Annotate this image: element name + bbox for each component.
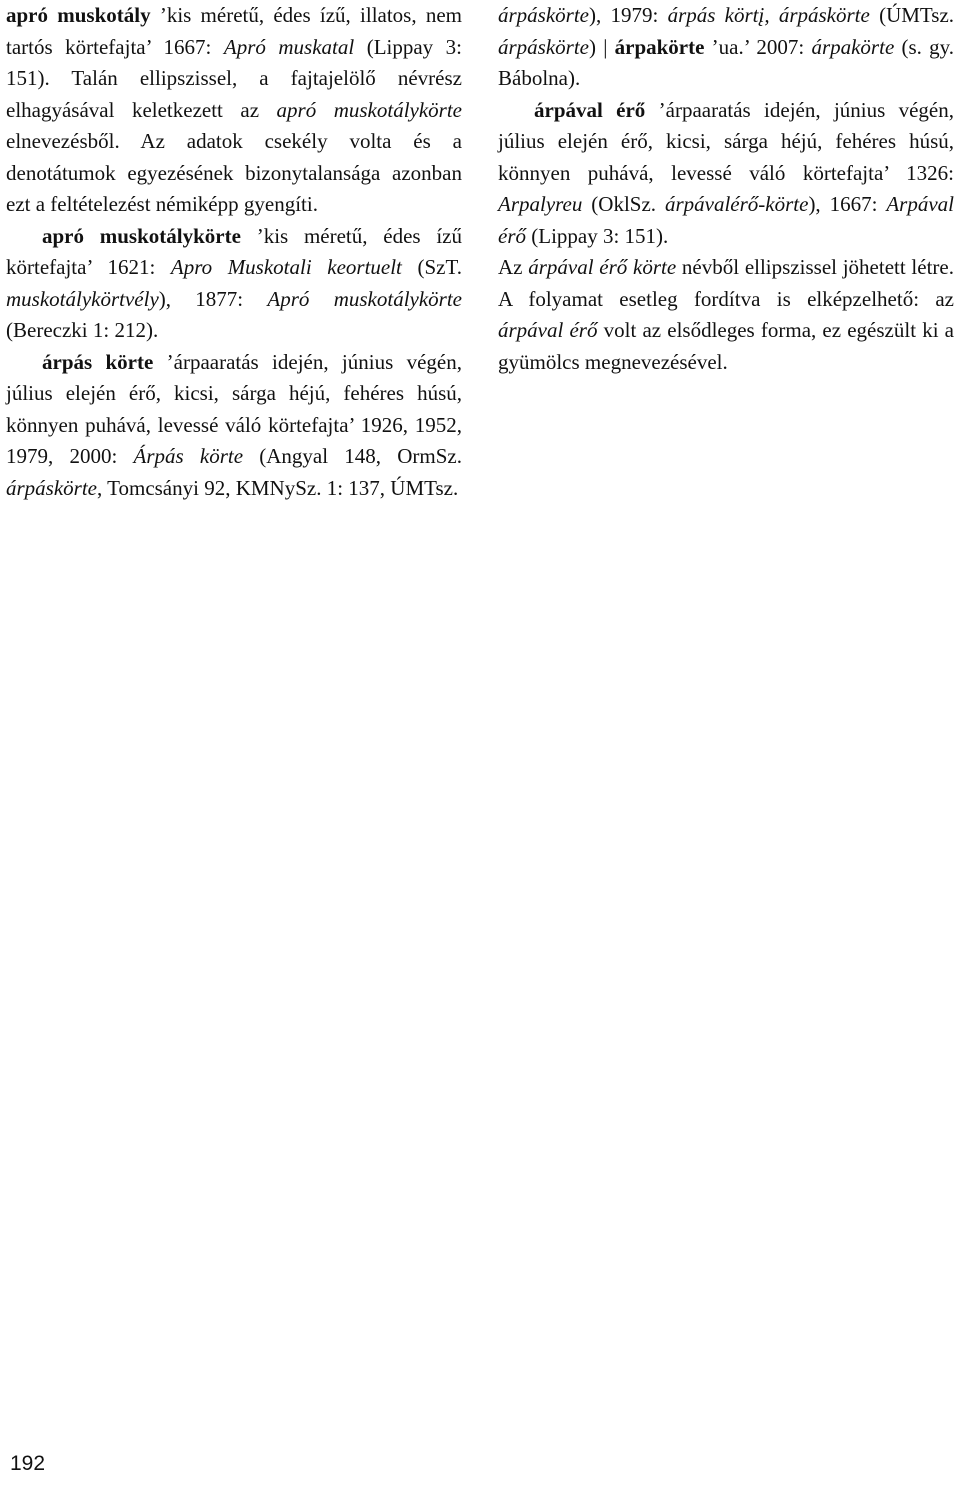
entry-paragraph: apró muskotálykörte ’kis méretű, édes ízű körtefajta’ 1621: Apro Muskotali keortuelt (SzT. muskotálykörtvély), 1877: Apró muskotálykörte (Bereczki 1: 212). — [6, 223, 462, 342]
headword: árpakörte — [614, 34, 705, 59]
entry-paragraph: árpás körte ’árpaaratás idején, június végén, július elején érő, kicsi, sárga héjú, fehéres húsú, könnyen puhává, levessé váló körtefajta’ 1926, 1952, 1979, 2000: Árpás körte (Angyal 148, OrmSz. árpáskörte, Tomcsányi 92, KMNySz. 1: 137, ÚMTsz. — [6, 349, 463, 500]
headword: árpás körte — [42, 349, 154, 374]
entry-paragraph: árpáskörte), 1979: árpás körtį, árpáskörte (ÚMTsz. árpáskörte) | árpakörte ’ua.’ 2007: árpakörte (s. gy. Bábolna). — [498, 3, 955, 90]
entry-paragraph: Az árpával érő körte névből ellipszissel jöhetett létre. A folyamat esetleg fordítva is elképzelhető: az árpával érő volt az elsődleges forma, ez egészült ki a gyümölcs megnevezésével. — [498, 255, 954, 374]
page-number: 192 — [10, 1452, 46, 1475]
left-column — [6, 0, 462, 504]
entry-paragraph: árpával érő ’árpaaratás idején, június végén, július elején érő, kicsi, sárga héjú, fehéres húsú, könnyen puhává, levessé váló körtefajta’ 1326: Arpalyreu (OklSz. árpávalérő-körte), 1667: Arpával érő (Lippay 3: 151). — [498, 97, 955, 248]
entry-paragraph: apró muskotály ’kis méretű, édes ízű, illatos, nem tartós körtefajta’ 1667: Apró muskatal (Lippay 3: 151). Talán ellipszissel, a fajtajelölő névrész elhagyásával keletkezett az apró muskotálykörte elnevezésből. Az adatok csekély volta és a denotátumok egyezésének bizonytalansága azonban ezt a feltételezést némiképp gyengíti. — [6, 3, 463, 216]
headword: apró muskotály — [6, 3, 151, 27]
headword: apró muskotálykörte — [42, 223, 241, 248]
right-column — [498, 0, 954, 378]
headword: árpával érő — [534, 97, 646, 122]
